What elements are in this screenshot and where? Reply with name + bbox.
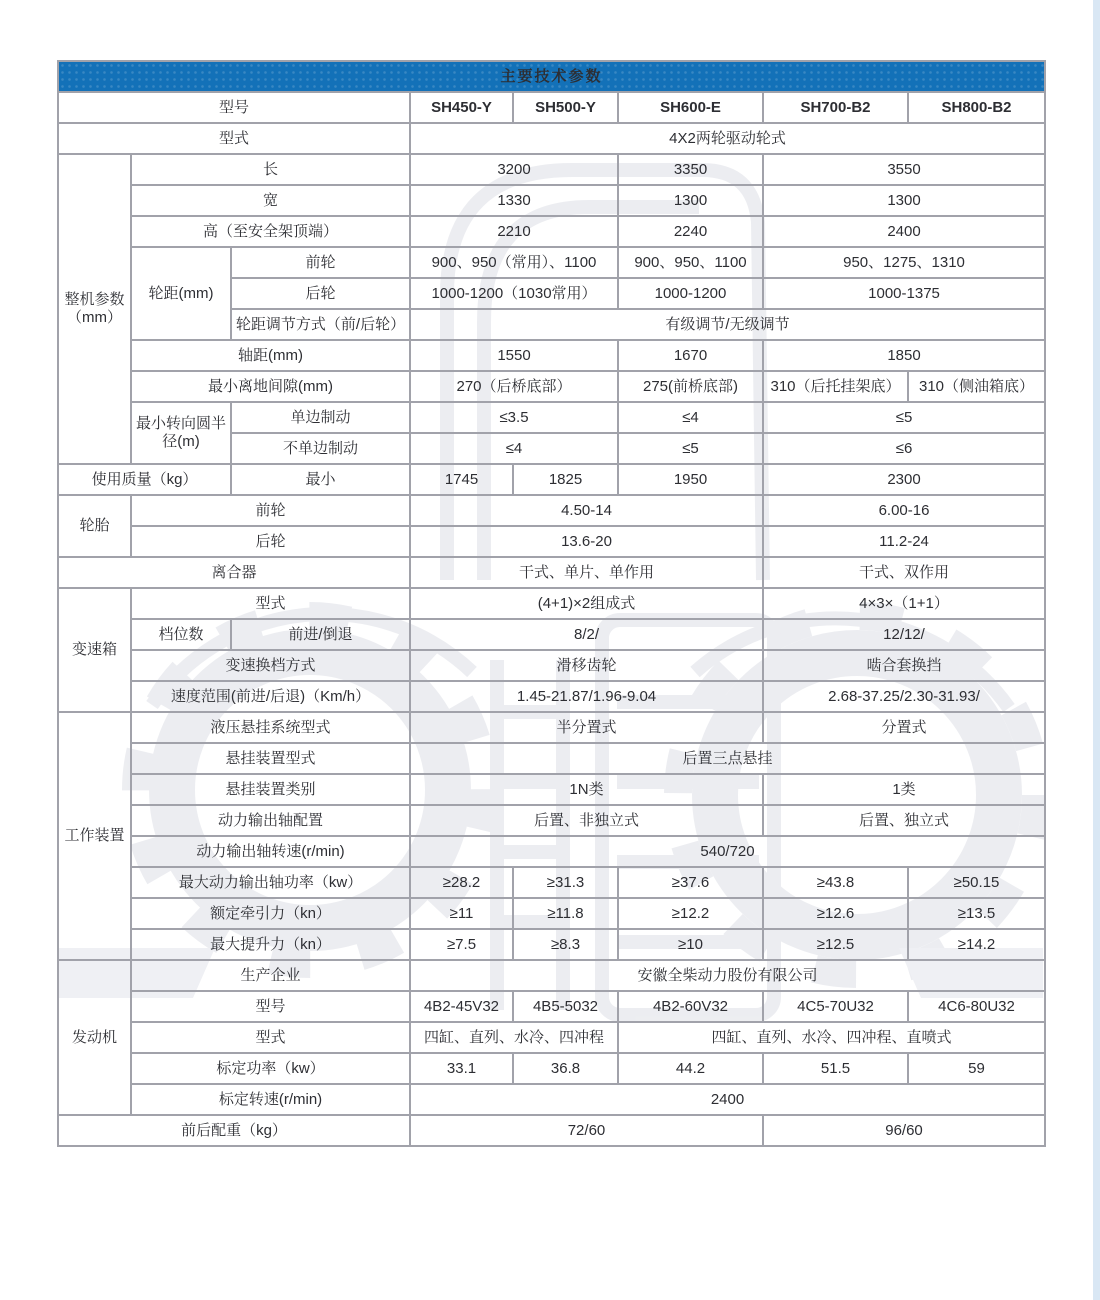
- value-cell: 1330: [410, 185, 618, 216]
- row-label: 轮距(mm): [131, 247, 231, 340]
- row-label: 最小转向圆半径(m): [131, 402, 231, 464]
- value-cell: ≥13.5: [908, 898, 1045, 929]
- value-cell: 4C6-80U32: [908, 991, 1045, 1022]
- value-cell: 950、1275、1310: [763, 247, 1045, 278]
- row-label: 最大提升力（kn）: [131, 929, 410, 960]
- value-cell: ≥31.3: [513, 867, 618, 898]
- table-row: [58, 619, 1045, 650]
- row-label: 档位数: [131, 619, 231, 650]
- model-cell: SH600-E: [618, 92, 763, 123]
- value-cell: ≥8.3: [513, 929, 618, 960]
- value-cell: 半分置式: [410, 712, 763, 743]
- value-cell: ≥12.6: [763, 898, 908, 929]
- value-cell: ≥12.2: [618, 898, 763, 929]
- value-cell: 1000-1200: [618, 278, 763, 309]
- value-cell: 2240: [618, 216, 763, 247]
- row-label: 标定功率（kw）: [131, 1053, 410, 1084]
- value-cell: 3350: [618, 154, 763, 185]
- table-row: [58, 340, 1045, 371]
- value-cell: 4C5-70U32: [763, 991, 908, 1022]
- section-label: 轮胎: [58, 495, 131, 557]
- row-label: 后轮: [231, 278, 410, 309]
- table-row: [58, 650, 1045, 681]
- table-row: [58, 1022, 1045, 1053]
- table-row: [58, 557, 1045, 588]
- value-cell: 3550: [763, 154, 1045, 185]
- value-cell: 后置、非独立式: [410, 805, 763, 836]
- value-cell: 8/2/: [410, 619, 763, 650]
- row-label: 速度范围(前进/后退)（Km/h）: [131, 681, 410, 712]
- row-label: 离合器: [58, 557, 410, 588]
- value-cell: 1825: [513, 464, 618, 495]
- value-cell: 啮合套换挡: [763, 650, 1045, 681]
- value-cell: 6.00-16: [763, 495, 1045, 526]
- value-cell: ≥43.8: [763, 867, 908, 898]
- table-row: [58, 805, 1045, 836]
- value-cell: ≥11: [410, 898, 513, 929]
- table-row: [58, 1084, 1045, 1115]
- row-label: 型号: [58, 92, 410, 123]
- table-row: [58, 712, 1045, 743]
- row-label: 型式: [58, 123, 410, 154]
- value-cell: 900、950、1100: [618, 247, 763, 278]
- spec-table-body: [58, 92, 1045, 1146]
- row-label: 最小离地间隙(mm): [131, 371, 410, 402]
- table-row: [58, 929, 1045, 960]
- value-cell: 44.2: [618, 1053, 763, 1084]
- value-cell: 1745: [410, 464, 513, 495]
- table-row: [58, 247, 1045, 278]
- table-row: [58, 681, 1045, 712]
- table-row: [58, 836, 1045, 867]
- value-cell: 4×3×（1+1）: [763, 588, 1045, 619]
- value-cell: 2.68-37.25/2.30-31.93/: [763, 681, 1045, 712]
- table-row: [58, 464, 1045, 495]
- row-label: 前进/倒退: [231, 619, 410, 650]
- row-label: 标定转速(r/min): [131, 1084, 410, 1115]
- table-row: [58, 898, 1045, 929]
- value-cell: 3200: [410, 154, 618, 185]
- value-cell: ≤4: [410, 433, 618, 464]
- value-cell: 干式、双作用: [763, 557, 1045, 588]
- value-cell: ≥7.5: [410, 929, 513, 960]
- value-cell: 1000-1375: [763, 278, 1045, 309]
- value-cell: 1300: [763, 185, 1045, 216]
- value-cell: 12/12/: [763, 619, 1045, 650]
- value-cell: 540/720: [410, 836, 1045, 867]
- value-cell: ≥50.15: [908, 867, 1045, 898]
- row-label: 轮距调节方式（前/后轮）: [231, 309, 410, 340]
- value-cell: 4B2-60V32: [618, 991, 763, 1022]
- row-label: 高（至安全架顶端）: [131, 216, 410, 247]
- value-cell: 1670: [618, 340, 763, 371]
- row-label: 后轮: [131, 526, 410, 557]
- table-row: [58, 371, 1045, 402]
- value-cell: ≥14.2: [908, 929, 1045, 960]
- table-row: [58, 991, 1045, 1022]
- table-row: [58, 123, 1045, 154]
- section-label: 工作装置: [58, 712, 131, 960]
- row-label: 型号: [131, 991, 410, 1022]
- table-row: [58, 1053, 1045, 1084]
- row-label: 型式: [131, 588, 410, 619]
- row-label: 前轮: [131, 495, 410, 526]
- value-cell: 1950: [618, 464, 763, 495]
- value-cell: ≤5: [763, 402, 1045, 433]
- value-cell: 310（后托挂架底）: [763, 371, 908, 402]
- row-label: 悬挂装置型式: [131, 743, 410, 774]
- row-label: 单边制动: [231, 402, 410, 433]
- value-cell: 4B2-45V32: [410, 991, 513, 1022]
- table-row: [58, 185, 1045, 216]
- row-label: 动力输出轴转速(r/min): [131, 836, 410, 867]
- value-cell: 1550: [410, 340, 618, 371]
- row-label: 最小: [231, 464, 410, 495]
- row-label: 长: [131, 154, 410, 185]
- value-cell: 275(前桥底部): [618, 371, 763, 402]
- row-label: 最大动力输出轴功率（kw）: [131, 867, 410, 898]
- value-cell: 四缸、直列、水冷、四冲程: [410, 1022, 618, 1053]
- row-label: 生产企业: [131, 960, 410, 991]
- value-cell: 后置三点悬挂: [410, 743, 1045, 774]
- section-label: 发动机: [58, 960, 131, 1115]
- value-cell: 1N类: [410, 774, 763, 805]
- value-cell: 270（后桥底部）: [410, 371, 618, 402]
- table-row: [58, 774, 1045, 805]
- value-cell: 51.5: [763, 1053, 908, 1084]
- value-cell: ≥37.6: [618, 867, 763, 898]
- row-label: 悬挂装置类别: [131, 774, 410, 805]
- table-row: [58, 1115, 1045, 1146]
- value-cell: 11.2-24: [763, 526, 1045, 557]
- value-cell: 72/60: [410, 1115, 763, 1146]
- section-label: 整机参数（mm）: [58, 154, 131, 464]
- row-label: 额定牵引力（kn）: [131, 898, 410, 929]
- value-cell: 4B5-5032: [513, 991, 618, 1022]
- table-row: [58, 216, 1045, 247]
- value-cell: 900、950（常用）、1100: [410, 247, 618, 278]
- value-cell: 滑移齿轮: [410, 650, 763, 681]
- value-cell: 后置、独立式: [763, 805, 1045, 836]
- value-cell: 96/60: [763, 1115, 1045, 1146]
- value-cell: 36.8: [513, 1053, 618, 1084]
- section-label: 变速箱: [58, 588, 131, 712]
- row-label: 液压悬挂系统型式: [131, 712, 410, 743]
- value-cell: 2400: [410, 1084, 1045, 1115]
- value-cell: 1类: [763, 774, 1045, 805]
- table-row: [58, 402, 1045, 433]
- value-cell: 干式、单片、单作用: [410, 557, 763, 588]
- row-label: 宽: [131, 185, 410, 216]
- value-cell: 有级调节/无级调节: [410, 309, 1045, 340]
- value-cell: 2210: [410, 216, 618, 247]
- table-row: [58, 960, 1045, 991]
- row-label: 型式: [131, 1022, 410, 1053]
- value-cell: ≤5: [618, 433, 763, 464]
- table-header-row: [58, 61, 1045, 92]
- value-cell: 1300: [618, 185, 763, 216]
- right-edge-strip: [1093, 0, 1100, 1300]
- value-cell: 13.6-20: [410, 526, 763, 557]
- table-row: [58, 588, 1045, 619]
- row-label: 变速换档方式: [131, 650, 410, 681]
- table-row: [58, 495, 1045, 526]
- row-label: 使用质量（kg）: [58, 464, 231, 495]
- value-cell: ≤6: [763, 433, 1045, 464]
- row-label: 前轮: [231, 247, 410, 278]
- row-label: 前后配重（kg）: [58, 1115, 410, 1146]
- spec-table: [57, 60, 1046, 1147]
- table-row: [58, 867, 1045, 898]
- table-row: [58, 92, 1045, 123]
- value-cell: 1850: [763, 340, 1045, 371]
- table-row: [58, 526, 1045, 557]
- table-row: [58, 154, 1045, 185]
- model-cell: SH800-B2: [908, 92, 1045, 123]
- value-cell: 1.45-21.87/1.96-9.04: [410, 681, 763, 712]
- row-label: 不单边制动: [231, 433, 410, 464]
- value-cell: ≥28.2: [410, 867, 513, 898]
- value-cell: ≤3.5: [410, 402, 618, 433]
- value-cell: 4.50-14: [410, 495, 763, 526]
- value-cell: (4+1)×2组成式: [410, 588, 763, 619]
- value-cell: 310（侧油箱底）: [908, 371, 1045, 402]
- value-cell: 59: [908, 1053, 1045, 1084]
- value-cell: ≥10: [618, 929, 763, 960]
- table-title: 主要技术参数: [58, 61, 1045, 92]
- value-cell: 安徽全柴动力股份有限公司: [410, 960, 1045, 991]
- model-cell: SH700-B2: [763, 92, 908, 123]
- row-label: 动力输出轴配置: [131, 805, 410, 836]
- value-cell: ≤4: [618, 402, 763, 433]
- value-cell: ≥12.5: [763, 929, 908, 960]
- value-cell: 33.1: [410, 1053, 513, 1084]
- value-cell: 分置式: [763, 712, 1045, 743]
- table-row: [58, 743, 1045, 774]
- value-cell: 4X2两轮驱动轮式: [410, 123, 1045, 154]
- value-cell: 1000-1200（1030常用）: [410, 278, 618, 309]
- row-label: 轴距(mm): [131, 340, 410, 371]
- value-cell: 2300: [763, 464, 1045, 495]
- model-cell: SH450-Y: [410, 92, 513, 123]
- value-cell: 2400: [763, 216, 1045, 247]
- value-cell: ≥11.8: [513, 898, 618, 929]
- model-cell: SH500-Y: [513, 92, 618, 123]
- value-cell: 四缸、直列、水冷、四冲程、直喷式: [618, 1022, 1045, 1053]
